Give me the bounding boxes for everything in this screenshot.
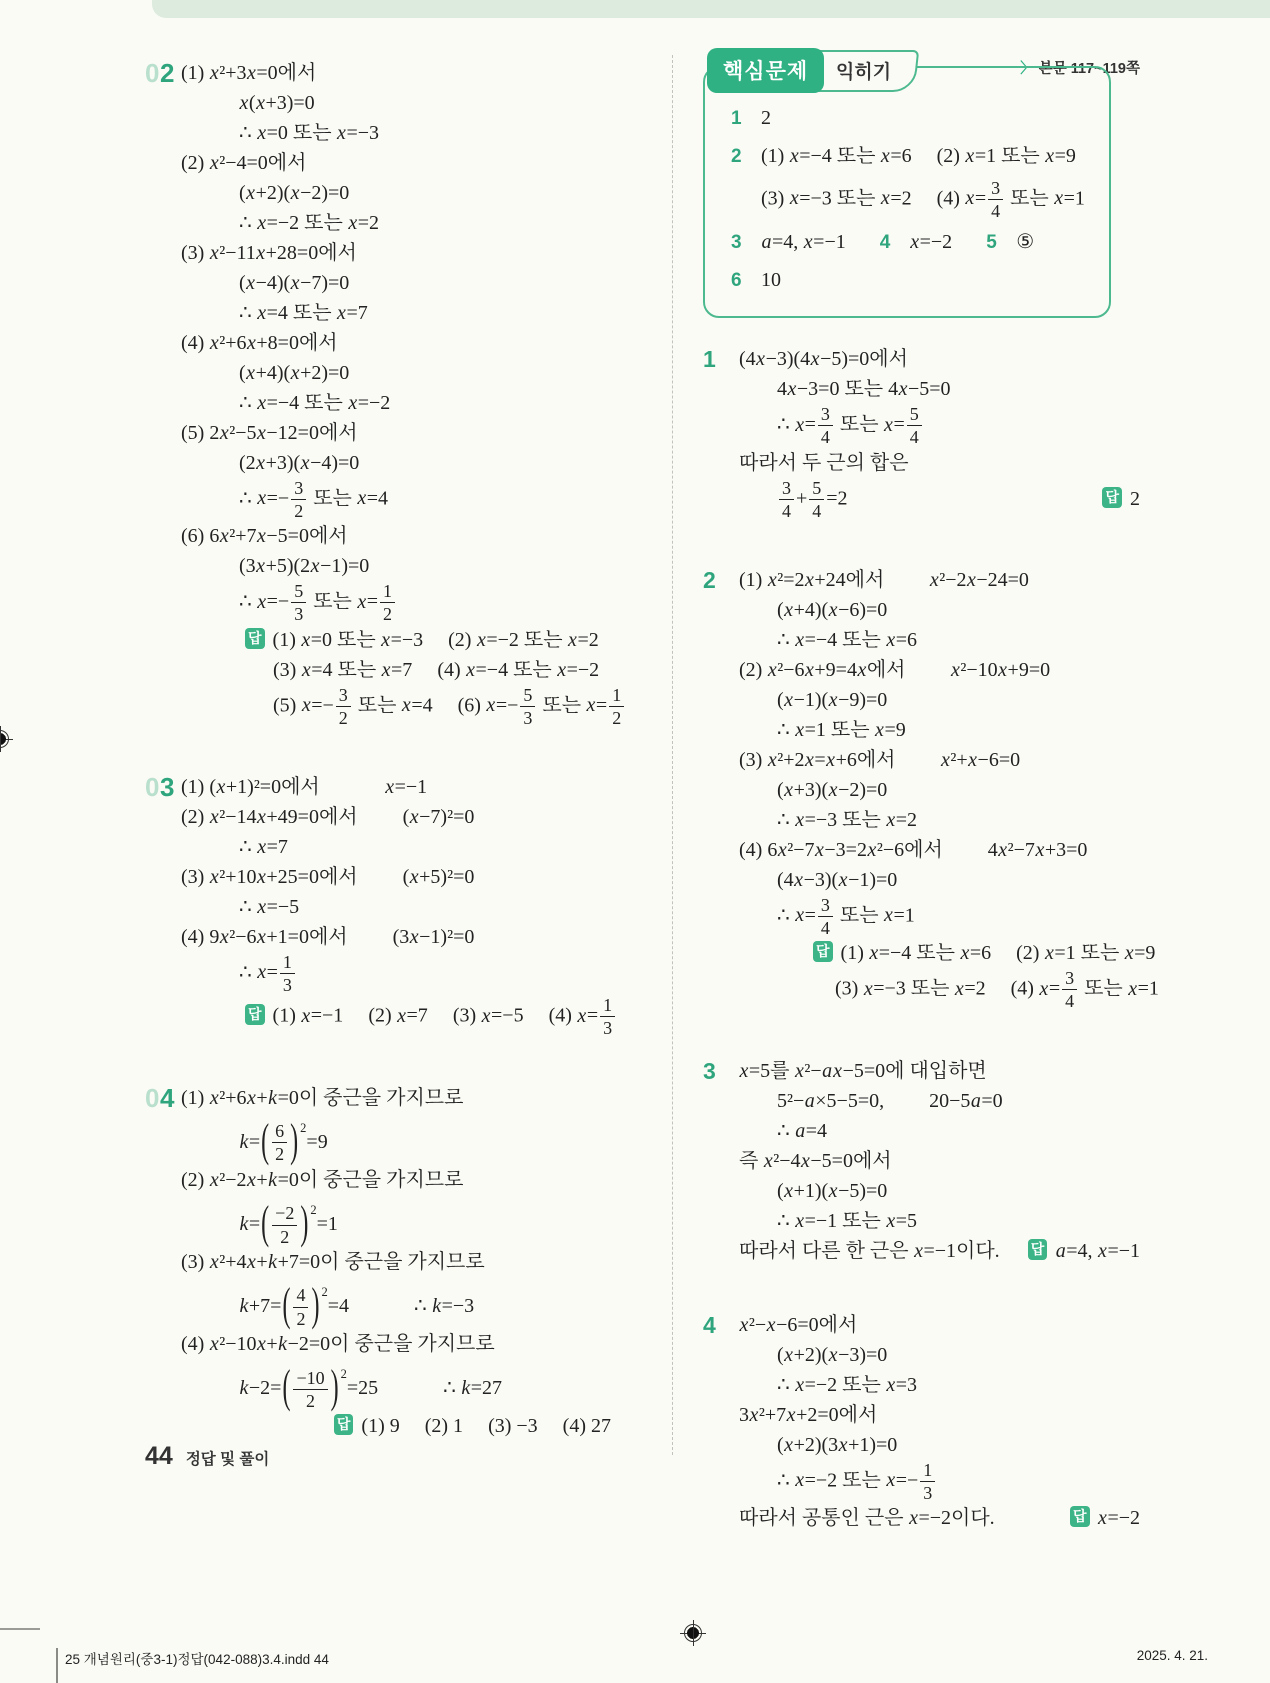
problem-number: 4 — [703, 1311, 717, 1338]
solution-line: ∴ x=7 — [239, 835, 288, 858]
solution-line: (x+4)(x−6)=0 — [777, 598, 888, 621]
fraction: $\frac{1}{2}$ — [609, 685, 624, 728]
solution-line: 따라서 두 근의 합은 — [739, 451, 909, 474]
solution-line: k=( $\frac{6}{2}$ ) $^2$=9 — [239, 1116, 328, 1168]
big-paren: ( — [282, 1362, 291, 1414]
chevron-right-icon: 〉 — [1020, 61, 1035, 77]
page-number: 44 — [145, 1442, 173, 1470]
solution-line: (4x−3)(x−1)=0 — [777, 868, 898, 891]
solution-line: ∴ x=−2 또는 x=2 — [239, 212, 379, 234]
solution-line: ∴ x=−3 또는 x=2 — [777, 808, 917, 831]
page-top-accent-bar — [152, 0, 1270, 18]
problem-solution — [739, 344, 1140, 521]
core-answer-text: ⑤ — [1016, 231, 1035, 254]
core-answer-number — [731, 178, 761, 221]
fraction: $\frac{1}{3}$ — [920, 1460, 935, 1503]
core-answer-item — [986, 226, 1034, 259]
core-problems-subtitle-text: 익히기 — [836, 61, 892, 83]
answer-inline: 답 x=−2 — [1070, 1503, 1140, 1533]
solution-line: (2) x²−4=0에서 — [181, 152, 307, 174]
fraction: $\frac{-10}{2}$ — [293, 1368, 327, 1411]
column-divider — [672, 55, 673, 1455]
answer-inline: 답 a=4, x=−1 — [1028, 1236, 1140, 1266]
core-answer-item — [731, 226, 846, 259]
problem-3 — [703, 1056, 1140, 1266]
core-answer-text: 10 — [761, 269, 781, 292]
core-answer-item — [731, 178, 1085, 221]
problem-solution — [181, 58, 622, 728]
solution-line: (2) x²−2x+k=0이 중근을 가지므로 — [181, 1168, 464, 1191]
core-answer-item — [731, 140, 1076, 173]
solution-line: (x+3)(x−2)=0 — [777, 778, 888, 801]
core-answer-text: 2 — [761, 107, 771, 129]
problem-solution — [739, 1056, 1140, 1266]
fraction: $\frac{6}{2}$ — [272, 1121, 287, 1164]
fraction: $\frac{5}{3}$ — [520, 685, 535, 728]
solution-line: ∴ x=−5 — [239, 895, 300, 918]
solution-line: k=( $\frac{-2}{2}$ ) $^2$=1 — [239, 1198, 338, 1250]
fraction: $\frac{3}{4}$ — [779, 478, 794, 521]
problem-03 — [145, 772, 611, 1039]
print-date: 2025. 4. 21. — [1136, 1648, 1208, 1663]
solution-line: (4) x²−10x+k−2=0이 중근을 가지므로 — [181, 1332, 495, 1355]
core-problems-title-badge: 핵심문제 — [707, 48, 824, 93]
solution-line: ∴ x=− $\frac{5}{3}$ 또는 x= $\frac{1}{2}$ — [239, 581, 611, 624]
fraction: $\frac{3}{4}$ — [818, 895, 833, 938]
solution-line: (1) x²+6x+k=0이 중근을 가지므로 — [181, 1086, 464, 1109]
solution-line: (3) x²+4x+k+7=0이 중근을 가지므로 — [181, 1250, 485, 1273]
solution-line: ∴ x=1 또는 x=9 — [777, 718, 906, 741]
answer-badge: 답 — [1070, 1506, 1090, 1527]
problem-number: 03 — [145, 771, 175, 802]
solution-line: (x+2)(3x+1)=0 — [777, 1433, 898, 1456]
core-answer-number: 6 — [731, 270, 742, 292]
big-paren: ( — [261, 1116, 270, 1168]
core-problems-answers — [731, 102, 1089, 297]
right-solutions-list — [703, 344, 1159, 1533]
fraction: $\frac{4}{2}$ — [293, 1285, 308, 1328]
solution-line: 따라서 다른 한 근은 x=−1이다. 답 a=4, x=−1 — [739, 1236, 1140, 1266]
solution-line: (4) 6x²−7x−3=2x²−6에서 4x²−7x+3=0 — [739, 838, 1088, 861]
core-answer-line — [731, 178, 1089, 221]
problem-04 — [145, 1083, 611, 1441]
solution-line: (x+1)(x−5)=0 — [777, 1179, 888, 1202]
solution-line: (3x+5)(2x−1)=0 — [239, 555, 370, 578]
solution-line: ∴ x=0 또는 x=−3 — [239, 122, 379, 144]
core-answer-item — [880, 226, 952, 259]
solution-line: 따라서 공통인 근은 x=−2이다. 답 x=−2 — [739, 1503, 1140, 1533]
solution-line: 답 (1) x=−1 (2) x=7 (3) x=−5 (4) x= $\frac{1}{3}$ — [245, 995, 611, 1038]
solution-line: ∴ x=4 또는 x=7 — [239, 302, 368, 324]
solution-line: (3) x²−11x+28=0에서 — [181, 242, 357, 264]
solution-line: x²−x−6=0에서 — [739, 1313, 858, 1336]
fraction: $\frac{5}{4}$ — [907, 404, 922, 447]
core-answer-text: a=4, x=−1 — [761, 231, 846, 254]
fraction: $\frac{5}{3}$ — [291, 581, 306, 624]
fraction: $\frac{3}{2}$ — [336, 685, 351, 728]
problem-number: 02 — [145, 58, 175, 88]
solution-line: 답 (1) 9 (2) 1 (3) −3 (4) 27 — [181, 1411, 611, 1441]
fraction: $\frac{3}{4}$ — [818, 404, 833, 447]
problem-number: 3 — [703, 1057, 717, 1084]
solution-line: (x−1)(x−9)=0 — [777, 688, 888, 711]
core-answer-line — [731, 226, 1089, 259]
problem-number: 2 — [703, 566, 717, 593]
solution-line: (x+2)(x−3)=0 — [777, 1343, 888, 1366]
core-answer-number: 3 — [731, 232, 742, 254]
registration-mark-icon — [680, 1620, 706, 1646]
solution-line: ∴ x=−1 또는 x=5 — [777, 1209, 917, 1232]
answer-badge: 답 — [245, 1004, 265, 1025]
reference-page-text: 본문 117~119쪽 — [1038, 61, 1140, 77]
solution-line: (4x−3)(4x−5)=0에서 — [739, 348, 908, 371]
solution-line: $\frac{3}{4}$ + $\frac{5}{4}$ =2 답 2 — [777, 478, 1140, 521]
problem-number: 1 — [703, 346, 717, 373]
solution-line: 답 (1) x=−4 또는 x=6 (2) x=1 또는 x=9 — [813, 938, 1140, 968]
fraction: $\frac{3}{4}$ — [988, 178, 1003, 221]
page-footer — [145, 1442, 269, 1471]
core-answer-number: 2 — [731, 146, 742, 167]
page-footer-label: 정답 및 풀이 — [185, 1451, 270, 1468]
right-solutions-column — [703, 50, 1159, 1577]
solution-line: (1) x²+3x=0에서 — [181, 62, 317, 84]
solution-line: (5) x=− $\frac{3}{2}$ 또는 x=4 (6) x=− $\frac{5}{3}$ 또는 x= $\frac{1}{2}$ — [273, 685, 611, 728]
solution-line: (3) x²+10x+25=0에서 (x+5)²=0 — [181, 865, 475, 888]
answer-badge: 답 — [1028, 1239, 1048, 1260]
solution-line: ∴ x=−4 또는 x=6 — [777, 628, 917, 651]
solution-line: 3x²+7x+2=0에서 — [739, 1403, 878, 1426]
solution-line: k−2=( $\frac{-10}{2}$ ) $^2$=25 ∴ k=27 — [239, 1362, 503, 1414]
fraction: $\frac{1}{2}$ — [380, 581, 395, 624]
fraction: $\frac{1}{3}$ — [600, 995, 615, 1038]
solution-line: (5) 2x²−5x−12=0에서 — [181, 422, 358, 444]
solution-line: (x+2)(x−2)=0 — [239, 182, 350, 204]
solution-line: ∴ x=−2 또는 x=3 — [777, 1373, 917, 1396]
core-answer-number: 5 — [986, 232, 997, 254]
answer-badge: 답 — [245, 628, 265, 649]
problem-4 — [703, 1310, 1140, 1533]
solution-line: (2) x²−14x+49=0에서 (x−7)²=0 — [181, 805, 475, 828]
registration-mark-icon — [0, 726, 13, 752]
core-answer-text: (3) x=−3 또는 x=2 (4) x= $\frac{3}{4}$ 또는 x=1 — [761, 178, 1085, 222]
solution-line: (2x+3)(x−4)=0 — [239, 452, 360, 474]
print-footer — [65, 1648, 1208, 1668]
solution-line: (4) 9x²−6x+1=0에서 (3x−1)²=0 — [181, 925, 475, 948]
core-answer-line — [731, 140, 1089, 173]
big-paren: ) — [300, 1198, 309, 1250]
core-answer-line — [731, 264, 1089, 297]
solution-line: ∴ x=−4 또는 x=−2 — [239, 392, 391, 414]
fraction: $\frac{5}{4}$ — [809, 478, 824, 521]
print-file-info: 25 개념원리(중3-1)정답(042-088)3.4.indd 44 — [65, 1652, 329, 1667]
answer-inline: 답 2 — [1102, 484, 1140, 514]
answer-badge: 답 — [813, 941, 833, 962]
core-answer-text: (1) x=−4 또는 x=6 (2) x=1 또는 x=9 — [761, 145, 1076, 167]
big-paren: ) — [311, 1280, 320, 1332]
solution-line: (3) x=−3 또는 x=2 (4) x= $\frac{3}{4}$ 또는 x=1 — [835, 968, 1159, 1012]
problem-solution — [181, 772, 611, 1039]
big-paren: ) — [330, 1362, 339, 1414]
big-paren: ) — [290, 1116, 299, 1168]
core-answer-number: 4 — [879, 232, 891, 254]
solution-line: (6) 6x²+7x−5=0에서 — [181, 525, 348, 548]
solution-line: ∴ x= $\frac{3}{4}$ 또는 x= $\frac{5}{4}$ — [777, 404, 1140, 447]
problem-2 — [703, 565, 1159, 1012]
solution-line: ∴ x=− $\frac{3}{2}$ 또는 x=4 — [239, 478, 388, 522]
solution-line: (1) (x+1)²=0에서 x=−1 — [181, 775, 428, 798]
solution-line: 5²−a×5−5=0, 20−5a=0 — [777, 1089, 1003, 1112]
solution-line: ∴ x=−2 또는 x=− $\frac{1}{3}$ — [777, 1460, 1140, 1503]
core-answer-item — [731, 264, 781, 297]
problem-02 — [145, 58, 622, 728]
solution-line: ∴ x= $\frac{1}{3}$ — [239, 952, 611, 995]
core-problems-header — [707, 48, 917, 93]
solution-line: 4x−3=0 또는 4x−5=0 — [777, 378, 951, 401]
solution-line: k+7=( $\frac{4}{2}$ ) $^2$=4 ∴ k=−3 — [239, 1280, 475, 1332]
big-paren: ( — [282, 1280, 291, 1332]
fraction: $\frac{-2}{2}$ — [272, 1203, 297, 1246]
solution-line: (1) x²=2x+24에서 x²−2x−24=0 — [739, 568, 1029, 591]
problem-1 — [703, 344, 1140, 521]
solution-line: ∴ x= $\frac{3}{4}$ 또는 x=1 — [777, 894, 915, 939]
fraction: $\frac{3}{4}$ — [1062, 968, 1077, 1011]
answer-badge: 답 — [334, 1414, 354, 1435]
core-answer-number: 1 — [731, 108, 742, 129]
fraction: $\frac{1}{3}$ — [280, 952, 295, 995]
core-answer-item — [731, 102, 771, 135]
problem-solution — [739, 1310, 1140, 1533]
solution-line: (2) x²−6x+9=4x에서 x²−10x+9=0 — [739, 658, 1051, 681]
core-problems-subtitle-tab — [812, 50, 919, 92]
core-answer-text: x=−2 — [910, 231, 953, 254]
big-paren: ( — [261, 1198, 270, 1250]
problem-solution — [181, 1083, 611, 1441]
solution-line: 답 (1) x=0 또는 x=−3 (2) x=−2 또는 x=2 — [245, 625, 611, 655]
solution-line: ∴ a=4 — [777, 1119, 828, 1142]
crop-line — [0, 1628, 40, 1630]
solution-line: (x+4)(x+2)=0 — [239, 362, 350, 384]
solution-line: (4) x²+6x+8=0에서 — [181, 332, 338, 354]
solution-line: (3) x²+2x=x+6에서 x²+x−6=0 — [739, 748, 1021, 771]
answer-badge: 답 — [1102, 487, 1122, 508]
solution-line: (3) x=4 또는 x=7 (4) x=−4 또는 x=−2 — [273, 658, 600, 681]
fraction: $\frac{3}{2}$ — [291, 478, 306, 521]
left-solutions-column — [145, 58, 622, 1485]
solution-line: x(x+3)=0 — [239, 92, 315, 114]
solution-line: x=5를 x²−ax−5=0에 대입하면 — [739, 1059, 987, 1082]
solution-line: (x−4)(x−7)=0 — [239, 272, 350, 294]
problem-number: 04 — [145, 1082, 175, 1113]
problem-solution — [739, 565, 1159, 1012]
core-answer-line — [731, 102, 1089, 135]
crop-line — [56, 1648, 58, 1683]
solution-line: 즉 x²−4x−5=0에서 — [739, 1149, 892, 1172]
